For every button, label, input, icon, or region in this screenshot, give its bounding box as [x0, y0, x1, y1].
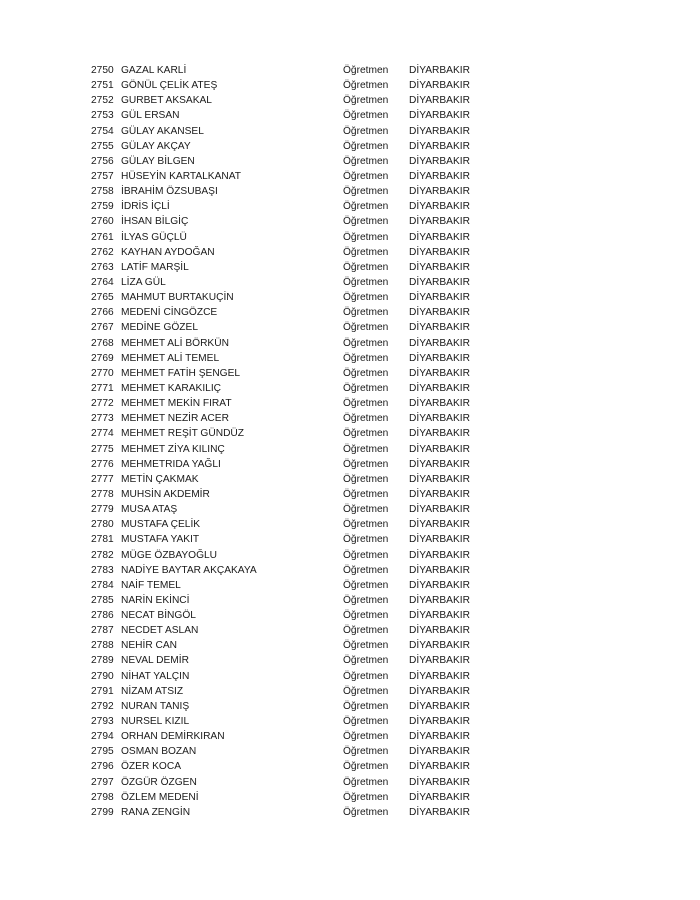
job-title: Öğretmen — [343, 746, 389, 758]
person-name: ÖZLEM MEDENİ — [121, 791, 199, 803]
person-name: GÜLAY AKÇAY — [121, 140, 191, 152]
city-name: DİYARBAKIR — [409, 488, 470, 500]
person-name: GÜLAY AKANSEL — [121, 125, 204, 137]
row-number: 2753 — [91, 110, 114, 122]
city-name: DİYARBAKIR — [409, 655, 470, 667]
list-row — [91, 502, 491, 517]
city-name: DİYARBAKIR — [409, 261, 470, 273]
person-name: NECAT BİNGÖL — [121, 610, 196, 622]
person-name: KAYHAN AYDOĞAN — [121, 246, 215, 258]
person-name: MEHMET ZİYA KILINÇ — [121, 443, 225, 455]
job-title: Öğretmen — [343, 473, 389, 485]
row-number: 2781 — [91, 534, 114, 546]
person-name: NİHAT YALÇIN — [121, 670, 190, 682]
list-row — [91, 336, 491, 351]
list-row — [91, 63, 491, 78]
job-title: Öğretmen — [343, 110, 389, 122]
city-name: DİYARBAKIR — [409, 443, 470, 455]
job-title: Öğretmen — [343, 352, 389, 364]
city-name: DİYARBAKIR — [409, 307, 470, 319]
city-name: DİYARBAKIR — [409, 322, 470, 334]
city-name: DİYARBAKIR — [409, 80, 470, 92]
job-title: Öğretmen — [343, 700, 389, 712]
list-row — [91, 790, 491, 805]
job-title: Öğretmen — [343, 413, 389, 425]
person-name: MUHSİN AKDEMİR — [121, 488, 210, 500]
person-name: MEHMET FATİH ŞENGEL — [121, 367, 241, 379]
row-number: 2784 — [91, 579, 114, 591]
job-title: Öğretmen — [343, 322, 389, 334]
city-name: DİYARBAKIR — [409, 519, 470, 531]
job-title: Öğretmen — [343, 216, 389, 228]
row-number: 2772 — [91, 398, 114, 410]
city-name: DİYARBAKIR — [409, 473, 470, 485]
job-title: Öğretmen — [343, 398, 389, 410]
list-row — [91, 608, 491, 623]
city-name: DİYARBAKIR — [409, 685, 470, 697]
city-name: DİYARBAKIR — [409, 398, 470, 410]
list-row — [91, 124, 491, 139]
job-title: Öğretmen — [343, 201, 389, 213]
city-name: DİYARBAKIR — [409, 155, 470, 167]
list-row — [91, 442, 491, 457]
row-number: 2792 — [91, 700, 114, 712]
list-row — [91, 426, 491, 441]
list-row — [91, 199, 491, 214]
list-row — [91, 184, 491, 199]
city-name: DİYARBAKIR — [409, 95, 470, 107]
city-name: DİYARBAKIR — [409, 276, 470, 288]
list-row — [91, 805, 491, 820]
job-title: Öğretmen — [343, 534, 389, 546]
person-name: NARİN EKİNCİ — [121, 594, 190, 606]
person-name: İHSAN BİLGİÇ — [121, 216, 189, 228]
city-name: DİYARBAKIR — [409, 216, 470, 228]
row-number: 2773 — [91, 413, 114, 425]
job-title: Öğretmen — [343, 170, 389, 182]
job-title: Öğretmen — [343, 367, 389, 379]
row-number: 2794 — [91, 731, 114, 743]
person-name: MUSTAFA ÇELİK — [121, 519, 201, 531]
job-title: Öğretmen — [343, 95, 389, 107]
list-row — [91, 775, 491, 790]
job-title: Öğretmen — [343, 640, 389, 652]
job-title: Öğretmen — [343, 382, 389, 394]
list-row — [91, 669, 491, 684]
person-name: GAZAL KARLİ — [121, 65, 187, 76]
list-row — [91, 396, 491, 411]
job-title: Öğretmen — [343, 519, 389, 531]
city-name: DİYARBAKIR — [409, 549, 470, 561]
city-name: DİYARBAKIR — [409, 791, 470, 803]
job-title: Öğretmen — [343, 716, 389, 728]
row-number: 2765 — [91, 292, 114, 304]
list-row — [91, 548, 491, 563]
row-number: 2783 — [91, 564, 114, 576]
job-title: Öğretmen — [343, 579, 389, 591]
row-number: 2759 — [91, 201, 114, 213]
list-row — [91, 320, 491, 335]
list-row — [91, 351, 491, 366]
city-name: DİYARBAKIR — [409, 640, 470, 652]
row-number: 2798 — [91, 791, 114, 803]
job-title: Öğretmen — [343, 458, 389, 470]
person-name: NADİYE BAYTAR AKÇAKAYA — [121, 564, 257, 576]
job-title: Öğretmen — [343, 140, 389, 152]
job-title: Öğretmen — [343, 307, 389, 319]
city-name: DİYARBAKIR — [409, 534, 470, 546]
person-name: MEHMET ALİ TEMEL — [121, 352, 220, 364]
list-row — [91, 230, 491, 245]
list-row — [91, 578, 491, 593]
row-number: 2795 — [91, 746, 114, 758]
row-number: 2796 — [91, 761, 114, 773]
job-title: Öğretmen — [343, 806, 389, 818]
job-title: Öğretmen — [343, 776, 389, 788]
row-number: 2779 — [91, 504, 114, 516]
list-row — [91, 699, 491, 714]
row-number: 2778 — [91, 488, 114, 500]
city-name: DİYARBAKIR — [409, 65, 470, 76]
job-title: Öğretmen — [343, 670, 389, 682]
list-row — [91, 759, 491, 774]
person-name: MÜGE ÖZBAYOĞLU — [121, 549, 218, 561]
row-number: 2769 — [91, 352, 114, 364]
list-row — [91, 532, 491, 547]
city-name: DİYARBAKIR — [409, 170, 470, 182]
row-number: 2763 — [91, 261, 114, 273]
person-name: MAHMUT BURTAKUÇİN — [121, 292, 234, 304]
city-name: DİYARBAKIR — [409, 246, 470, 258]
person-name: HÜSEYİN KARTALKANAT — [121, 170, 242, 182]
job-title: Öğretmen — [343, 125, 389, 137]
list-row — [91, 593, 491, 608]
person-name: MEDENİ CİNGÖZCE — [121, 307, 218, 319]
list-row — [91, 729, 491, 744]
list-row — [91, 714, 491, 729]
job-title: Öğretmen — [343, 337, 389, 349]
list-row — [91, 517, 491, 532]
row-number: 2774 — [91, 428, 114, 440]
job-title: Öğretmen — [343, 625, 389, 637]
city-name: DİYARBAKIR — [409, 716, 470, 728]
job-title: Öğretmen — [343, 65, 389, 76]
person-name: NECDET ASLAN — [121, 625, 199, 637]
list-row — [91, 214, 491, 229]
person-name: ORHAN DEMİRKIRAN — [121, 731, 225, 743]
list-row — [91, 305, 491, 320]
city-name: DİYARBAKIR — [409, 231, 470, 243]
list-row — [91, 472, 491, 487]
row-number: 2790 — [91, 670, 114, 682]
row-number: 2782 — [91, 549, 114, 561]
job-title: Öğretmen — [343, 564, 389, 576]
person-name: MEHMETRIDA YAĞLI — [121, 458, 221, 470]
row-number: 2761 — [91, 231, 114, 243]
list-row — [91, 93, 491, 108]
list-row — [91, 275, 491, 290]
person-name: RANA ZENGİN — [121, 806, 191, 818]
person-name: MEHMET NEZİR ACER — [121, 413, 229, 425]
list-row — [91, 139, 491, 154]
job-title: Öğretmen — [343, 761, 389, 773]
job-title: Öğretmen — [343, 261, 389, 273]
person-name: MEHMET MEKİN FIRAT — [121, 398, 232, 410]
city-name: DİYARBAKIR — [409, 352, 470, 364]
row-number: 2797 — [91, 776, 114, 788]
row-number: 2754 — [91, 125, 114, 137]
row-number: 2751 — [91, 80, 114, 92]
city-name: DİYARBAKIR — [409, 670, 470, 682]
row-number: 2756 — [91, 155, 114, 167]
row-number: 2777 — [91, 473, 114, 485]
row-number: 2770 — [91, 367, 114, 379]
row-number: 2766 — [91, 307, 114, 319]
person-name: OSMAN BOZAN — [121, 746, 197, 758]
person-name: MEDİNE GÖZEL — [121, 322, 198, 334]
list-row — [91, 290, 491, 305]
person-name: NAİF TEMEL — [121, 579, 181, 591]
city-name: DİYARBAKIR — [409, 337, 470, 349]
city-name: DİYARBAKIR — [409, 806, 470, 818]
row-number: 2764 — [91, 276, 114, 288]
city-name: DİYARBAKIR — [409, 125, 470, 137]
person-name: MEHMET REŞİT GÜNDÜZ — [121, 428, 245, 440]
job-title: Öğretmen — [343, 428, 389, 440]
person-name: İBRAHİM ÖZSUBAŞI — [121, 186, 218, 198]
list-row — [91, 684, 491, 699]
person-name: MUSA ATAŞ — [121, 504, 178, 516]
list-row — [91, 411, 491, 426]
city-name: DİYARBAKIR — [409, 367, 470, 379]
list-row — [91, 457, 491, 472]
person-name: NİZAM ATSIZ — [121, 685, 184, 697]
list-row — [91, 381, 491, 396]
person-name: LİZA GÜL — [121, 276, 166, 288]
row-number: 2767 — [91, 322, 114, 334]
person-name: NEHİR CAN — [121, 640, 178, 652]
person-name: GÖNÜL ÇELİK ATEŞ — [121, 80, 218, 92]
list-row — [91, 366, 491, 381]
list-row — [91, 487, 491, 502]
row-number: 2787 — [91, 625, 114, 637]
person-name: İDRİS İÇLİ — [121, 201, 170, 213]
city-name: DİYARBAKIR — [409, 761, 470, 773]
city-name: DİYARBAKIR — [409, 700, 470, 712]
job-title: Öğretmen — [343, 594, 389, 606]
list-row — [91, 653, 491, 668]
city-name: DİYARBAKIR — [409, 428, 470, 440]
person-name: ÖZER KOCA — [121, 761, 182, 773]
city-name: DİYARBAKIR — [409, 746, 470, 758]
job-title: Öğretmen — [343, 292, 389, 304]
list-row — [91, 78, 491, 93]
list-row — [91, 245, 491, 260]
job-title: Öğretmen — [343, 443, 389, 455]
row-number: 2752 — [91, 95, 114, 107]
person-name: MEHMET ALİ BÖRKÜN — [121, 337, 229, 349]
person-name: GÜLAY BİLGEN — [121, 155, 195, 167]
list-row — [91, 744, 491, 759]
job-title: Öğretmen — [343, 80, 389, 92]
person-name: METİN ÇAKMAK — [121, 473, 199, 485]
job-title: Öğretmen — [343, 231, 389, 243]
list-row — [91, 638, 491, 653]
city-name: DİYARBAKIR — [409, 776, 470, 788]
city-name: DİYARBAKIR — [409, 140, 470, 152]
person-name: NEVAL DEMİR — [121, 655, 189, 667]
city-name: DİYARBAKIR — [409, 110, 470, 122]
job-title: Öğretmen — [343, 791, 389, 803]
name-list — [91, 63, 491, 820]
row-number: 2755 — [91, 140, 114, 152]
job-title: Öğretmen — [343, 655, 389, 667]
city-name: DİYARBAKIR — [409, 382, 470, 394]
job-title: Öğretmen — [343, 155, 389, 167]
list-row — [91, 623, 491, 638]
city-name: DİYARBAKIR — [409, 201, 470, 213]
row-number: 2771 — [91, 382, 114, 394]
row-number: 2780 — [91, 519, 114, 531]
row-number: 2786 — [91, 610, 114, 622]
job-title: Öğretmen — [343, 731, 389, 743]
list-row — [91, 108, 491, 123]
city-name: DİYARBAKIR — [409, 504, 470, 516]
row-number: 2776 — [91, 458, 114, 470]
list-row — [91, 260, 491, 275]
job-title: Öğretmen — [343, 186, 389, 198]
row-number: 2757 — [91, 170, 114, 182]
row-number: 2785 — [91, 594, 114, 606]
person-name: MUSTAFA YAKIT — [121, 534, 200, 546]
person-name: NURSEL KIZIL — [121, 716, 190, 728]
list-row — [91, 154, 491, 169]
row-number: 2799 — [91, 806, 114, 818]
row-number: 2791 — [91, 685, 114, 697]
job-title: Öğretmen — [343, 504, 389, 516]
person-name: NURAN TANIŞ — [121, 700, 190, 712]
person-name: GÜL ERSAN — [121, 110, 180, 122]
person-name: GURBET AKSAKAL — [121, 95, 212, 107]
person-name: LATİF MARŞİL — [121, 261, 189, 273]
city-name: DİYARBAKIR — [409, 731, 470, 743]
row-number: 2789 — [91, 655, 114, 667]
job-title: Öğretmen — [343, 610, 389, 622]
job-title: Öğretmen — [343, 246, 389, 258]
person-name: MEHMET KARAKILIÇ — [121, 382, 222, 394]
city-name: DİYARBAKIR — [409, 413, 470, 425]
row-number: 2768 — [91, 337, 114, 349]
row-number: 2760 — [91, 216, 114, 228]
city-name: DİYARBAKIR — [409, 579, 470, 591]
row-number: 2762 — [91, 246, 114, 258]
city-name: DİYARBAKIR — [409, 625, 470, 637]
list-row — [91, 563, 491, 578]
city-name: DİYARBAKIR — [409, 458, 470, 470]
city-name: DİYARBAKIR — [409, 186, 470, 198]
list-row — [91, 169, 491, 184]
person-name: ÖZGÜR ÖZGEN — [121, 776, 197, 788]
row-number: 2750 — [91, 65, 114, 76]
job-title: Öğretmen — [343, 549, 389, 561]
city-name: DİYARBAKIR — [409, 292, 470, 304]
city-name: DİYARBAKIR — [409, 564, 470, 576]
person-name: İLYAS GÜÇLÜ — [121, 231, 187, 243]
city-name: DİYARBAKIR — [409, 610, 470, 622]
row-number: 2758 — [91, 186, 114, 198]
job-title: Öğretmen — [343, 685, 389, 697]
job-title: Öğretmen — [343, 488, 389, 500]
row-number: 2788 — [91, 640, 114, 652]
row-number: 2775 — [91, 443, 114, 455]
row-number: 2793 — [91, 716, 114, 728]
job-title: Öğretmen — [343, 276, 389, 288]
city-name: DİYARBAKIR — [409, 594, 470, 606]
